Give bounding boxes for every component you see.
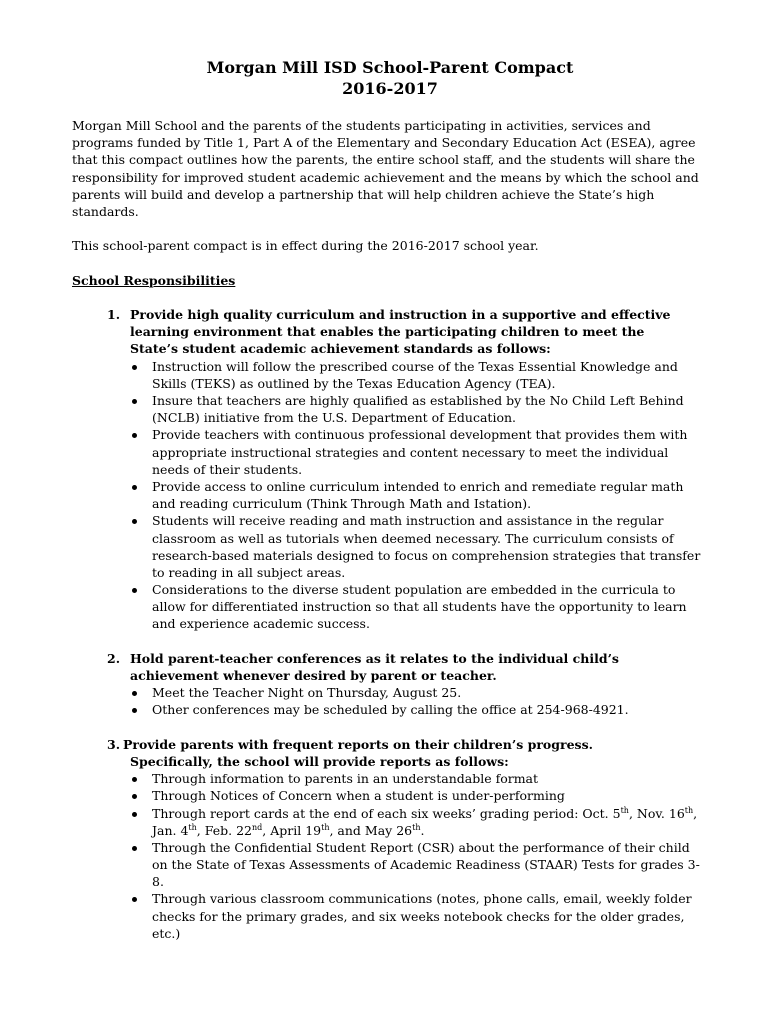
- bullet-text-line: and experience academic success.: [152, 616, 370, 632]
- responsibility-item-2: [107, 650, 770, 719]
- bullet-icon: [132, 846, 137, 851]
- item-text-line: Hold parent-teacher conferences as it relates to the individual child’s: [130, 650, 619, 666]
- bullet-text-line: Considerations to the diverse student population are embedded in the curricula to: [152, 582, 676, 598]
- bullet-text-line: classroom as well as tutorials when deemed necessary. The curriculum consists of: [152, 530, 674, 546]
- bullet-item: [152, 839, 770, 891]
- bullet-icon: [132, 399, 137, 404]
- bullet-item: [152, 358, 770, 392]
- bullet-text-line: Students will receive reading and math instruction and assistance in the regular: [152, 513, 664, 529]
- bullet-text-line: and reading curriculum (Think Through Math and Istation).: [152, 496, 532, 512]
- responsibility-item-1: [107, 306, 770, 633]
- bullet-text-line: research-based materials designed to focus on comprehension strategies that transfer: [152, 547, 701, 563]
- bullet-item: [152, 581, 770, 633]
- text-segment: ,: [693, 805, 698, 821]
- ordinal-suffix: th: [188, 822, 197, 832]
- text-segment: Jan. 4: [152, 822, 189, 838]
- bullet-text-line: Through information to parents in an understandable format: [152, 771, 539, 787]
- bullet-text-line: allow for differentiated instruction so that all students have the opportunity to learn: [152, 599, 687, 615]
- bullet-text-line: Provide teachers with continuous professional development that provides them with: [152, 427, 688, 443]
- item-first-line: [107, 736, 770, 753]
- bullet-icon: [132, 708, 137, 713]
- bullet-text-line: Other conferences may be scheduled by calling the office at 254-968-4921.: [152, 702, 629, 718]
- section-heading-text: School Responsibilities: [72, 272, 236, 288]
- bullet-text-line: needs of their students.: [152, 461, 303, 477]
- intro-line: that this compact outlines how the parents, the entire school staff, and the students will share the: [72, 152, 695, 168]
- bullet-text-line: (NCLB) initiative from the U.S. Department of Education.: [152, 410, 517, 426]
- title-year: 2016-2017: [342, 79, 438, 98]
- bullet-text-line: [152, 822, 770, 839]
- item-number: 2.: [107, 650, 121, 666]
- responsibility-item-3: [107, 736, 770, 942]
- text-segment: , April 19: [262, 822, 322, 838]
- effective-statement: [72, 237, 770, 254]
- intro-line: parents will build and develop a partnership that will help children achieve the State’s high: [72, 186, 655, 202]
- bullet-text-line: Instruction will follow the prescribed course of the Texas Essential Knowledge and: [152, 358, 678, 374]
- intro-line: responsibility for improved student academic achievement and the means by which the school and: [72, 169, 699, 185]
- bullet-item: [152, 890, 770, 942]
- item-number: 3.: [107, 736, 121, 752]
- intro-line: standards.: [72, 203, 139, 219]
- bullet-text-line: to reading in all subject areas.: [152, 564, 346, 580]
- text-segment: , Nov. 16: [628, 805, 685, 821]
- bullet-text-line: etc.): [152, 925, 181, 941]
- bullet-text-line: on the State of Texas Assessments of Academic Readiness (STAAR) Tests for grades 3-: [152, 857, 700, 873]
- bullet-icon: [132, 897, 137, 902]
- effective-statement-text: This school-parent compact is in effect during the 2016-2017 school year.: [72, 238, 539, 254]
- text-segment: , Feb. 22: [196, 822, 252, 838]
- item-text-line: State’s student academic achievement standards as follows:: [130, 341, 551, 357]
- bullet-item: [152, 426, 770, 478]
- item-text: Provide parents with frequent reports on their children’s progress.: [123, 736, 593, 752]
- intro-paragraph: [72, 117, 770, 220]
- bullet-item: [152, 701, 770, 718]
- item-text-line: learning environment that enables the participating children to meet the: [130, 324, 645, 340]
- bullet-item: [152, 392, 770, 426]
- text-segment: Through report cards at the end of each six weeks’ grading period: Oct. 5: [152, 805, 621, 821]
- bullet-icon: [132, 519, 137, 524]
- bullet-text-line: [152, 805, 770, 822]
- bullet-text-line: Through the Confidential Student Report (CSR) about the performance of their child: [152, 839, 690, 855]
- bullet-text-line: 8.: [152, 874, 164, 890]
- bullet-item: [152, 512, 770, 581]
- bullet-item: [152, 770, 770, 787]
- ordinal-suffix: th: [412, 822, 421, 832]
- title-heading: Morgan Mill ISD School-Parent Compact: [206, 58, 574, 77]
- item-text-line: achievement whenever desired by parent or teacher.: [130, 668, 497, 683]
- ordinal-suffix: nd: [252, 822, 263, 832]
- bullet-text-line: Meet the Teacher Night on Thursday, August 25.: [152, 685, 462, 701]
- bullet-icon: [132, 794, 137, 799]
- bullet-item: [152, 805, 770, 839]
- document-title: [0, 57, 770, 99]
- text-segment: , and May 26: [329, 822, 413, 838]
- bullet-text-line: Provide access to online curriculum intended to enrich and remediate regular math: [152, 478, 684, 494]
- bullet-text-line: checks for the primary grades, and six weeks notebook checks for the older grades,: [152, 908, 685, 924]
- bullet-text-line: Through various classroom communications (notes, phone calls, email, weekly folder: [152, 891, 692, 907]
- section-heading-school-responsibilities: [72, 272, 770, 289]
- intro-line: programs funded by Title 1, Part A of the Elementary and Secondary Education Act (ESEA), agree: [72, 135, 696, 151]
- ordinal-suffix: th: [321, 822, 330, 832]
- bullet-icon: [132, 777, 137, 782]
- bullet-icon: [132, 485, 137, 490]
- ordinal-suffix: th: [684, 805, 694, 815]
- bullet-icon: [132, 433, 137, 438]
- item-number: 1.: [107, 307, 121, 323]
- item-text-line: Provide high quality curriculum and instruction in a supportive and effective: [130, 307, 671, 323]
- ordinal-suffix: th: [620, 805, 629, 815]
- bullet-text-line: Skills (TEKS) as outlined by the Texas Education Agency (TEA).: [152, 375, 556, 391]
- bullet-text-line: Insure that teachers are highly qualified as established by the No Child Left Behind: [152, 393, 684, 408]
- intro-line: Morgan Mill School and the parents of the students participating in activities, services and: [72, 118, 651, 133]
- bullet-item: [152, 478, 770, 512]
- bullet-text-line: Through Notices of Concern when a student is under-performing: [152, 788, 565, 804]
- bullet-text-line: appropriate instructional strategies and content necessary to meet the individual: [152, 444, 669, 460]
- bullet-icon: [132, 812, 137, 817]
- bullet-icon: [132, 691, 137, 696]
- bullet-icon: [132, 365, 137, 370]
- bullet-item: [152, 787, 770, 804]
- bullet-item: [152, 684, 770, 701]
- item-text-line: Specifically, the school will provide reports as follows:: [130, 753, 509, 769]
- bullet-icon: [132, 588, 137, 593]
- text-segment: .: [420, 822, 425, 838]
